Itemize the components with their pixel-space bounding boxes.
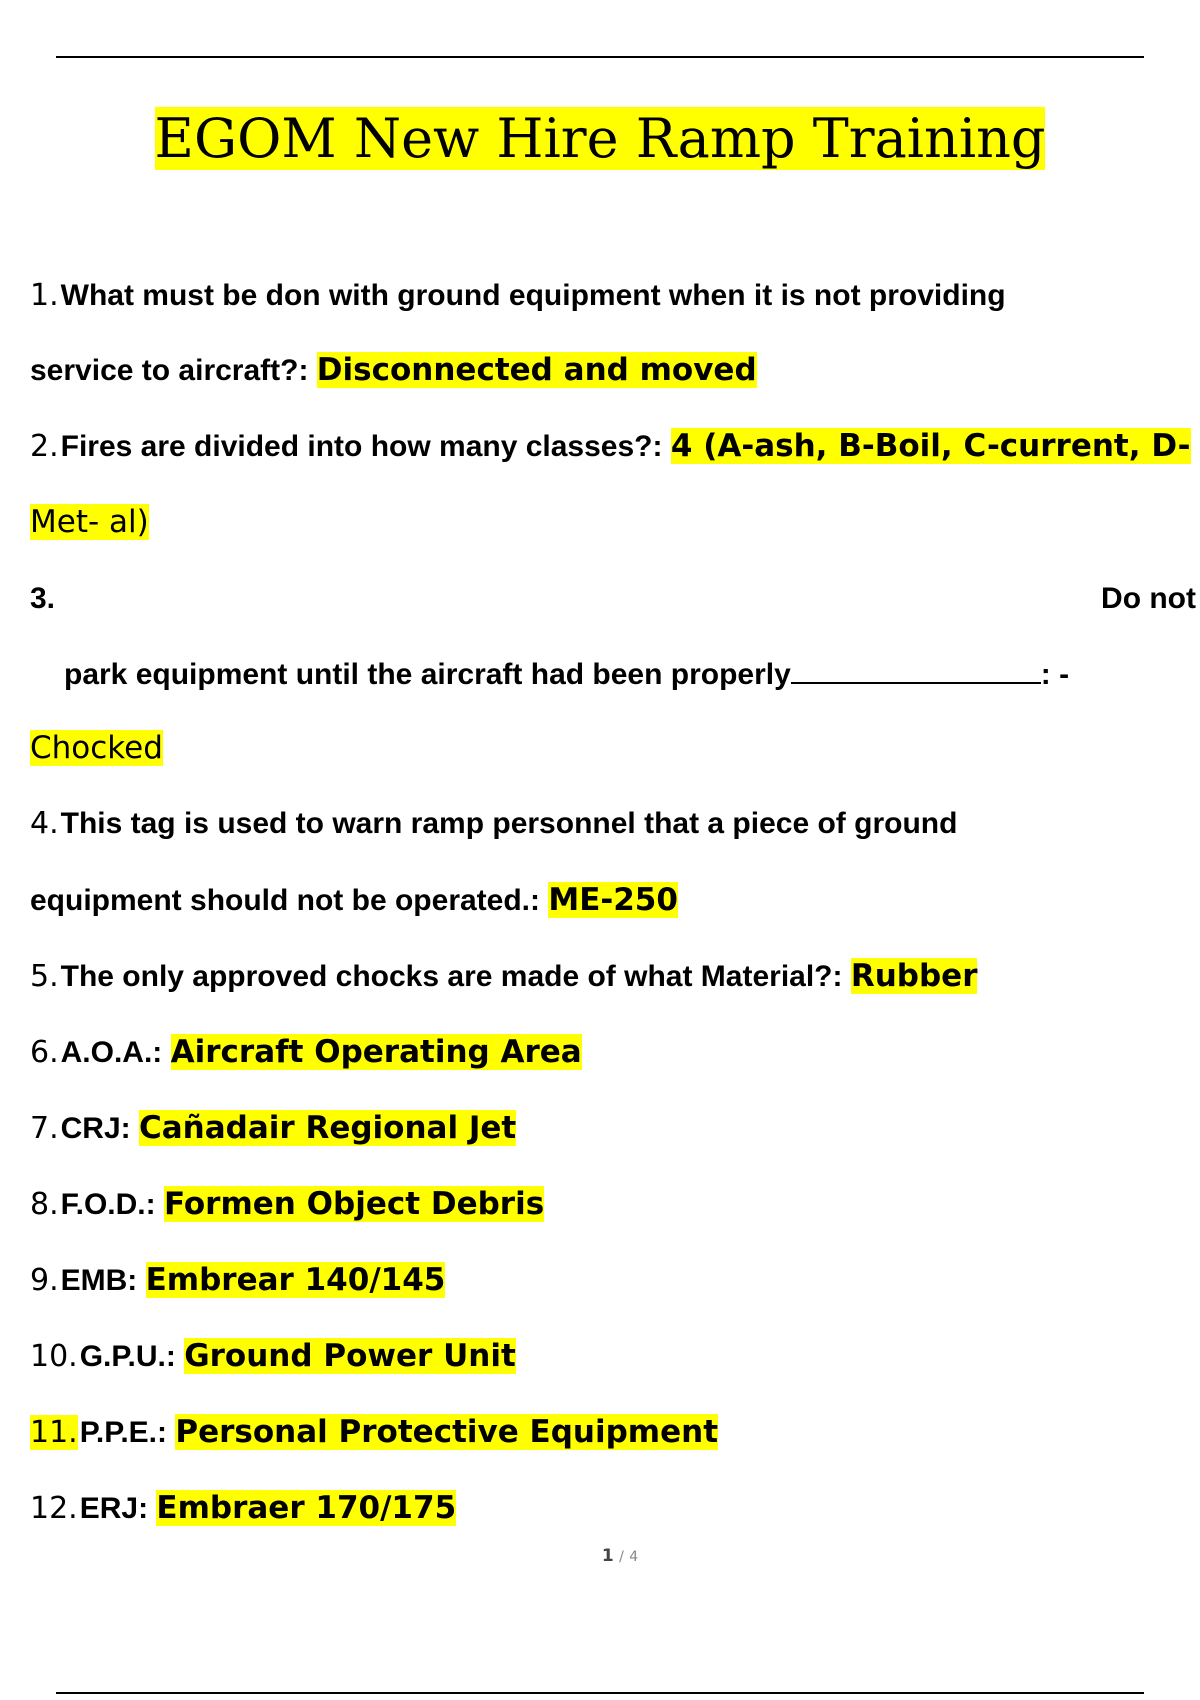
top-rule	[56, 56, 1144, 58]
question-12: 12.ERJ: Embraer 170/175	[30, 1490, 457, 1526]
answer-6: Aircraft Operating Area	[170, 1034, 582, 1070]
question-1: 1.What must be don with ground equipment when it is not providing	[30, 278, 1006, 313]
answer-1: Disconnected and moved	[316, 352, 757, 388]
question-10: 10.G.P.U.: Ground Power Unit	[30, 1338, 516, 1374]
question-8: 8.F.O.D.: Formen Object Debris	[30, 1186, 545, 1222]
question-6: 6.A.O.A.: Aircraft Operating Area	[30, 1034, 582, 1070]
page-title: EGOM New Hire Ramp Training	[154, 107, 1046, 170]
answer-8: Formen Object Debris	[163, 1186, 545, 1222]
question-7: 7.CRJ: Cañadair Regional Jet	[30, 1110, 517, 1146]
page-indicator	[0, 1546, 1200, 1566]
question-9: 9.EMB: Embrear 140/145	[30, 1262, 446, 1298]
page-separator: /	[619, 1549, 624, 1565]
answer-4: ME-250	[548, 882, 678, 918]
question-5: 5.The only approved chocks are made of what Material?: Rubber	[30, 958, 978, 994]
question-3-num: 3.	[30, 582, 56, 615]
question-1-cont: service to aircraft?: Disconnected and moved	[30, 352, 757, 388]
question-2: 2.Fires are divided into how many classes?: 4 (A-ash, B-Boil, C-current, D-	[30, 428, 1191, 464]
fill-in-blank	[791, 681, 1041, 684]
question-11: 11.P.P.E.: Personal Protective Equipment	[30, 1414, 719, 1450]
answer-2: 4 (A-ash, B-Boil, C-current, D-	[670, 428, 1191, 464]
answer-9: Embrear 140/145	[145, 1262, 446, 1298]
page-current: 1	[601, 1546, 614, 1566]
answer-12: Embraer 170/175	[156, 1490, 457, 1526]
question-4-cont: equipment should not be operated.: ME-250	[30, 882, 678, 918]
bottom-rule	[56, 1692, 1144, 1694]
answer-7: Cañadair Regional Jet	[138, 1110, 517, 1146]
answer-11: Personal Protective Equipment	[175, 1414, 719, 1450]
question-3-lead: Do not	[1101, 582, 1196, 615]
page-total: 4	[629, 1549, 639, 1565]
question-4: 4.This tag is used to warn ramp personnel that a piece of ground	[30, 806, 958, 841]
answer-5: Rubber	[850, 958, 978, 994]
answer-10: Ground Power Unit	[184, 1338, 516, 1374]
answer-2-cont: Met- al)	[30, 504, 149, 540]
answer-3: Chocked	[30, 730, 163, 766]
question-3: park equipment until the aircraft had been properly : -	[64, 658, 1070, 691]
